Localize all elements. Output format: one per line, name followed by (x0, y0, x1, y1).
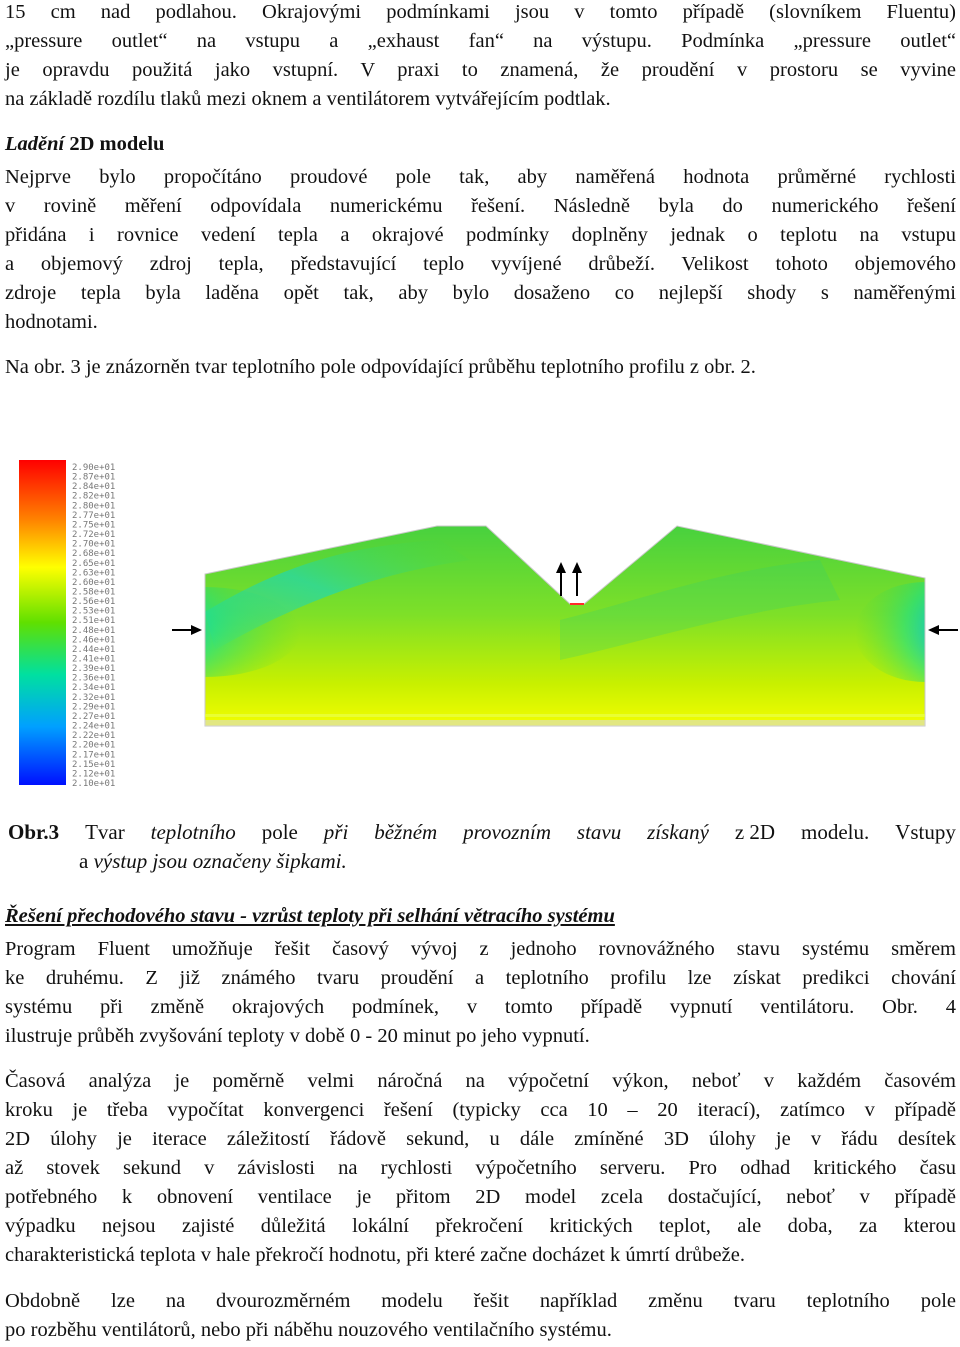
colorbar (19, 460, 66, 785)
text-line: přidána i rovnice vedení tepla a okrajové podmínky doplněny jednak o teplotu na vstupu (5, 224, 956, 246)
heading-italic-part: Ladění (5, 133, 65, 155)
text-line: na základě rozdílu tlaků mezi oknem a ventilátorem vytvářejícím podtlak. (5, 88, 611, 110)
colorbar-tick-label: 2.80e+01 (72, 501, 116, 512)
text-line: potřebného k obnovení ventilace je přitom 2D model zcela dostačující, neboť v případě (5, 1186, 956, 1208)
figure-reference-text: Na obr. 3 je znázorněn tvar teplotního pole odpovídající průběhu teplotního profilu z obr. 2. (5, 356, 756, 378)
text-line: Obdobně lze na dvourozměrném modelu řešit například změnu tvaru teplotního pole (5, 1290, 956, 1312)
text-line: Program Fluent umožňuje řešit časový vývoj z jednoho rovnovážného stavu systému směrem (5, 938, 956, 960)
text-line: v rovině měření odpovídala numerickému řešení. Následně byla do numerického řešení (5, 195, 956, 217)
colorbar-tick-label: 2.87e+01 (72, 472, 116, 483)
right-inlet-arrow (928, 625, 958, 635)
colorbar-tick-label: 2.34e+01 (72, 683, 116, 694)
colorbar-tick-label: 2.48e+01 (72, 625, 116, 636)
heading-text: Řešení přechodového stavu - vzrůst teploty při selhání větracího systému (5, 905, 615, 927)
caption-word: Tvar (85, 820, 125, 844)
text-line: zdroje tepla byla laděna opět tak, aby bylo dosaženo co nejlepší shody s naměřenými (5, 282, 956, 304)
floor-strip (205, 714, 925, 717)
colorbar-tick-label: 2.63e+01 (72, 568, 116, 579)
colorbar-tick-label: 2.24e+01 (72, 721, 116, 732)
temperature-field (110, 520, 960, 730)
caption-line-1 (8, 818, 956, 847)
text-line: ilustruje průběh zvyšování teploty v době 0 - 20 minut po jeho vypnutí. (5, 1025, 590, 1047)
colorbar-tick-label: 2.17e+01 (72, 750, 116, 761)
colorbar-tick-label: 2.72e+01 (72, 530, 116, 541)
colorbar-tick-label: 2.39e+01 (72, 664, 116, 675)
text-line: systému při změně okrajových podmínek, v tomto případě vypnutí ventilátoru. Obr. 4 (5, 996, 956, 1018)
text-line: charakteristická teplota v hale překročí hodnotu, při které začne docházet k úmrtí drůbeže. (5, 1244, 745, 1266)
heading-rest: 2D modelu (64, 133, 165, 155)
caption-word: Vstupy (895, 820, 956, 844)
colorbar-tick-label: 2.53e+01 (72, 606, 116, 617)
left-inlet-arrow (172, 625, 202, 635)
caption-word: pole (261, 820, 298, 844)
text-line: a objemový zdroj tepla, představující teplo vyvíjené drůbeží. Velikost tohoto objemového (5, 253, 956, 275)
text-line: je opravdu použitá jako vstupní. V praxi to znamená, že proudění v prostoru se vyvine (5, 59, 956, 81)
caption-text-italic: výstup jsou označeny šipkami. (93, 849, 347, 873)
text-line: až stovek sekund v závislosti na rychlosti výpočetního serveru. Pro odhad kritického času (5, 1157, 956, 1179)
text-line: „pressure outlet“ na vstupu a „exhaust fan“ na výstupu. Podmínka „pressure outlet“ (5, 30, 956, 52)
caption-text: a (79, 849, 94, 873)
colorbar-tick-label: 2.22e+01 (72, 731, 116, 742)
caption-word: modelu. (801, 820, 870, 844)
colorbar-labels (72, 463, 115, 789)
colorbar-tick-label: 2.46e+01 (72, 635, 116, 646)
colorbar-tick-label: 2.60e+01 (72, 577, 116, 588)
caption-word: při (323, 820, 349, 844)
colorbar-tick-label: 2.10e+01 (72, 779, 116, 789)
text-line: po rozběhu ventilátorů, nebo při náběhu nouzového ventilačního systému. (5, 1319, 612, 1341)
caption-label: Obr.3 (8, 820, 60, 844)
text-line: hodnotami. (5, 311, 98, 333)
colorbar-tick-label: 2.84e+01 (72, 482, 116, 493)
temperature-field-figure (0, 450, 960, 795)
colorbar-tick-label: 2.29e+01 (72, 702, 116, 713)
caption-line-2 (8, 847, 956, 876)
caption-word: provozním (463, 820, 551, 844)
colorbar-tick-label: 2.68e+01 (72, 549, 116, 560)
section-heading-model-tuning (5, 132, 956, 156)
colorbar-tick-label: 2.41e+01 (72, 654, 116, 665)
text-line: výpadku nejsou zajisté důležitá lokální překročení kritických teplot, ale doba, za kterou (5, 1215, 956, 1237)
colorbar-tick-label: 2.58e+01 (72, 587, 116, 598)
text-line: Nejprve bylo propočítáno proudové pole tak, aby naměřená hodnota průměrné rychlosti (5, 166, 956, 188)
text-line: ke druhému. Z již známého tvaru proudění a teplotního profilu lze získat predikci chování (5, 967, 956, 989)
text-line: Časová analýza je poměrně velmi náročná na výpočetní výkon, neboť v každém časovém (5, 1070, 956, 1092)
caption-word: stavu (576, 820, 622, 844)
figure-caption (8, 818, 956, 876)
caption-word: běžném (374, 820, 438, 844)
colorbar-tick-label: 2.32e+01 (72, 692, 116, 703)
colorbar-tick-label: 2.65e+01 (72, 558, 116, 569)
outlet-arrows (556, 562, 582, 596)
colorbar-tick-label: 2.77e+01 (72, 510, 116, 521)
colorbar-tick-label: 2.36e+01 (72, 673, 116, 684)
text-line: kroku je třeba vypočítat konvergenci řešení (typicky cca 10 – 20 iterací), zatímco v případě (5, 1099, 956, 1121)
text-line: 2D úlohy je iterace záležitostí řádově sekund, u dále zmíněné 3D úlohy je v řádu desítek (5, 1128, 956, 1150)
section-heading-transient (5, 904, 956, 928)
colorbar-tick-label: 2.70e+01 (72, 539, 116, 550)
colorbar-tick-label: 2.82e+01 (72, 491, 116, 502)
text-line: 15 cm nad podlahou. Okrajovými podmínkami jsou v tomto případě (slovníkem Fluentu) (5, 1, 956, 23)
colorbar-tick-label: 2.20e+01 (72, 740, 116, 751)
colorbar-tick-label: 2.15e+01 (72, 759, 116, 770)
caption-word: z 2D (734, 820, 776, 844)
caption-word: teplotního (150, 820, 236, 844)
colorbar-tick-label: 2.75e+01 (72, 520, 116, 531)
colorbar-tick-label: 2.90e+01 (72, 463, 116, 473)
colorbar-tick-label: 2.12e+01 (72, 769, 116, 780)
colorbar-tick-label: 2.27e+01 (72, 711, 116, 722)
colorbar-tick-label: 2.56e+01 (72, 597, 116, 608)
caption-word: získaný (647, 820, 709, 844)
colorbar-tick-label: 2.51e+01 (72, 616, 116, 627)
colorbar-tick-label: 2.44e+01 (72, 644, 116, 655)
floor-base (205, 720, 925, 726)
